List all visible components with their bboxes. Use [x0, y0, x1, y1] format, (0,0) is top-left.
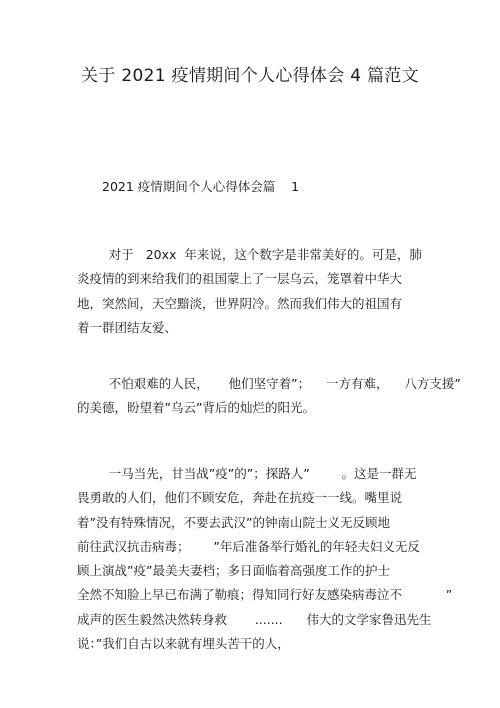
paragraph-line: 着”没有特殊情况，不要去武汉”的钟南山院士义无反顾地 [77, 514, 390, 530]
paragraph-line: 说：”我们自古以来就有埋头苦干的人， [77, 636, 290, 652]
paragraph-1 [77, 243, 437, 340]
paragraph-line: 畏勇敢的人们，他们不顾安危，奔赴在抗疫一一线。嘴里说 [77, 490, 403, 506]
paragraph-line: 一马当先，甘当战”疫”的”；探路人” 。这是一群无 [77, 466, 417, 481]
paragraph-line: 炎疫情的到来给我们的祖国蒙上了一层乌云，笼罩着中华大 [77, 271, 403, 287]
document-title: 关于 2021 疫情期间个人心得体会 4 篇范文 [81, 66, 419, 86]
paragraph-3 [77, 462, 453, 656]
paragraph-line: 成声的医生毅然决然转身救 ....... 伟大的文学家鲁迅先生 [77, 611, 432, 627]
paragraph-line: 对于 20xx 年来说，这个数字是非常美好的。可是，肺 [77, 247, 422, 262]
paragraph-line: 的美德，盼望着”乌云”背后的灿烂的阳光。 [77, 400, 315, 416]
paragraph-line: 顾上演战”疫”最美夫妻档；多日面临着高强度工作的护士 [77, 563, 390, 579]
paragraph-2 [77, 372, 461, 421]
paragraph-line: 前往武汉抗击病毒； ”年后准备举行婚礼的年轻夫妇义无反 [77, 538, 420, 554]
paragraph-line: 地，突然间，天空黯淡，世界阴冷。然而我们伟大的祖国有 [77, 295, 403, 311]
paragraph-line: 着一群团结友爱、 [77, 319, 178, 335]
paragraph-line: 不怕艰难的人民， 他们坚守着”； 一方有难， 八方支援” [77, 376, 461, 391]
section-heading: 2021 疫情期间个人心得体会篇 1 [102, 179, 300, 194]
paragraph-line: 全然不知脸上早已布满了勒痕；得知同行好友感染病毒泣不 ” [77, 587, 453, 603]
